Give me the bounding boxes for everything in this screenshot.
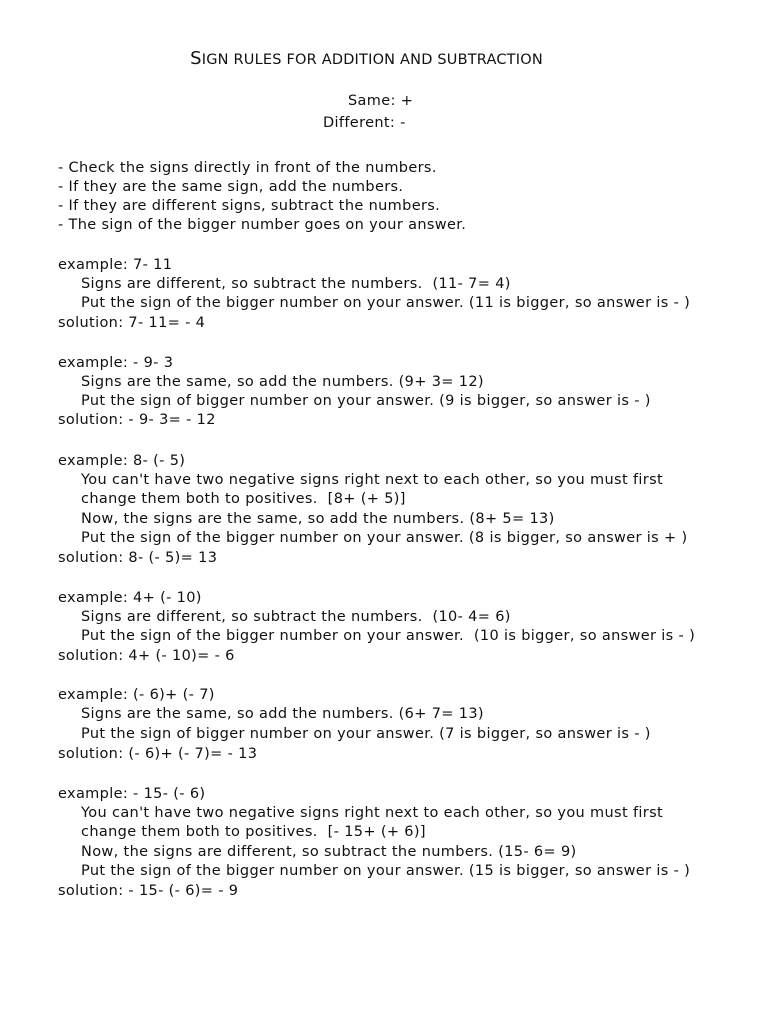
example-heading: example: 4+ (- 10) <box>58 590 202 606</box>
example-step: Put the sign of bigger number on your answer. (7 is bigger, so answer is - ) <box>81 726 651 742</box>
title-rest: IGN RULES FOR ADDITION AND SUBTRACTION <box>201 52 543 68</box>
example-step: Signs are different, so subtract the numbers. (11- 7= 4) <box>81 276 511 292</box>
title-first-letter: S <box>190 48 202 69</box>
rule-line: - If they are the same sign, add the numbers. <box>58 179 404 195</box>
rule-line: - If they are different signs, subtract the numbers. <box>58 198 441 214</box>
document-title <box>0 48 733 69</box>
example-step: Put the sign of the bigger number on your answer. (10 is bigger, so answer is - ) <box>81 628 696 644</box>
example-solution: solution: (- 6)+ (- 7)= - 13 <box>58 746 258 762</box>
key-different: Different: - <box>323 115 406 131</box>
example-step: Put the sign of bigger number on your answer. (9 is bigger, so answer is - ) <box>81 393 651 409</box>
example-heading: example: 8- (- 5) <box>58 453 186 469</box>
example-step: You can't have two negative signs right next to each other, so you must first <box>81 805 664 821</box>
example-step: Put the sign of the bigger number on your answer. (8 is bigger, so answer is + ) <box>81 530 688 546</box>
example-step: Signs are different, so subtract the numbers. (10- 4= 6) <box>81 609 511 625</box>
example-solution: solution: 7- 11= - 4 <box>58 315 206 331</box>
key-same: Same: + <box>348 93 414 109</box>
example-solution: solution: 4+ (- 10)= - 6 <box>58 648 235 664</box>
example-step: Signs are the same, so add the numbers. (9+ 3= 12) <box>81 374 484 390</box>
example-heading: example: (- 6)+ (- 7) <box>58 687 215 703</box>
example-step: Signs are the same, so add the numbers. (6+ 7= 13) <box>81 706 484 722</box>
example-heading: example: - 9- 3 <box>58 355 174 371</box>
example-step: change them both to positives. [- 15+ (+ 6)] <box>81 824 426 840</box>
rule-line: - The sign of the bigger number goes on your answer. <box>58 217 467 233</box>
rule-line: - Check the signs directly in front of the numbers. <box>58 160 437 176</box>
example-step: Put the sign of the bigger number on your answer. (11 is bigger, so answer is - ) <box>81 295 691 311</box>
example-step: Now, the signs are different, so subtract the numbers. (15- 6= 9) <box>81 844 577 860</box>
example-step: Put the sign of the bigger number on your answer. (15 is bigger, so answer is - ) <box>81 863 691 879</box>
example-heading: example: - 15- (- 6) <box>58 786 206 802</box>
example-step: You can't have two negative signs right next to each other, so you must first <box>81 472 664 488</box>
example-solution: solution: - 9- 3= - 12 <box>58 412 216 428</box>
example-step: change them both to positives. [8+ (+ 5)] <box>81 491 406 507</box>
example-heading: example: 7- 11 <box>58 257 173 273</box>
example-step: Now, the signs are the same, so add the numbers. (8+ 5= 13) <box>81 511 555 527</box>
example-solution: solution: - 15- (- 6)= - 9 <box>58 883 239 899</box>
example-solution: solution: 8- (- 5)= 13 <box>58 550 218 566</box>
